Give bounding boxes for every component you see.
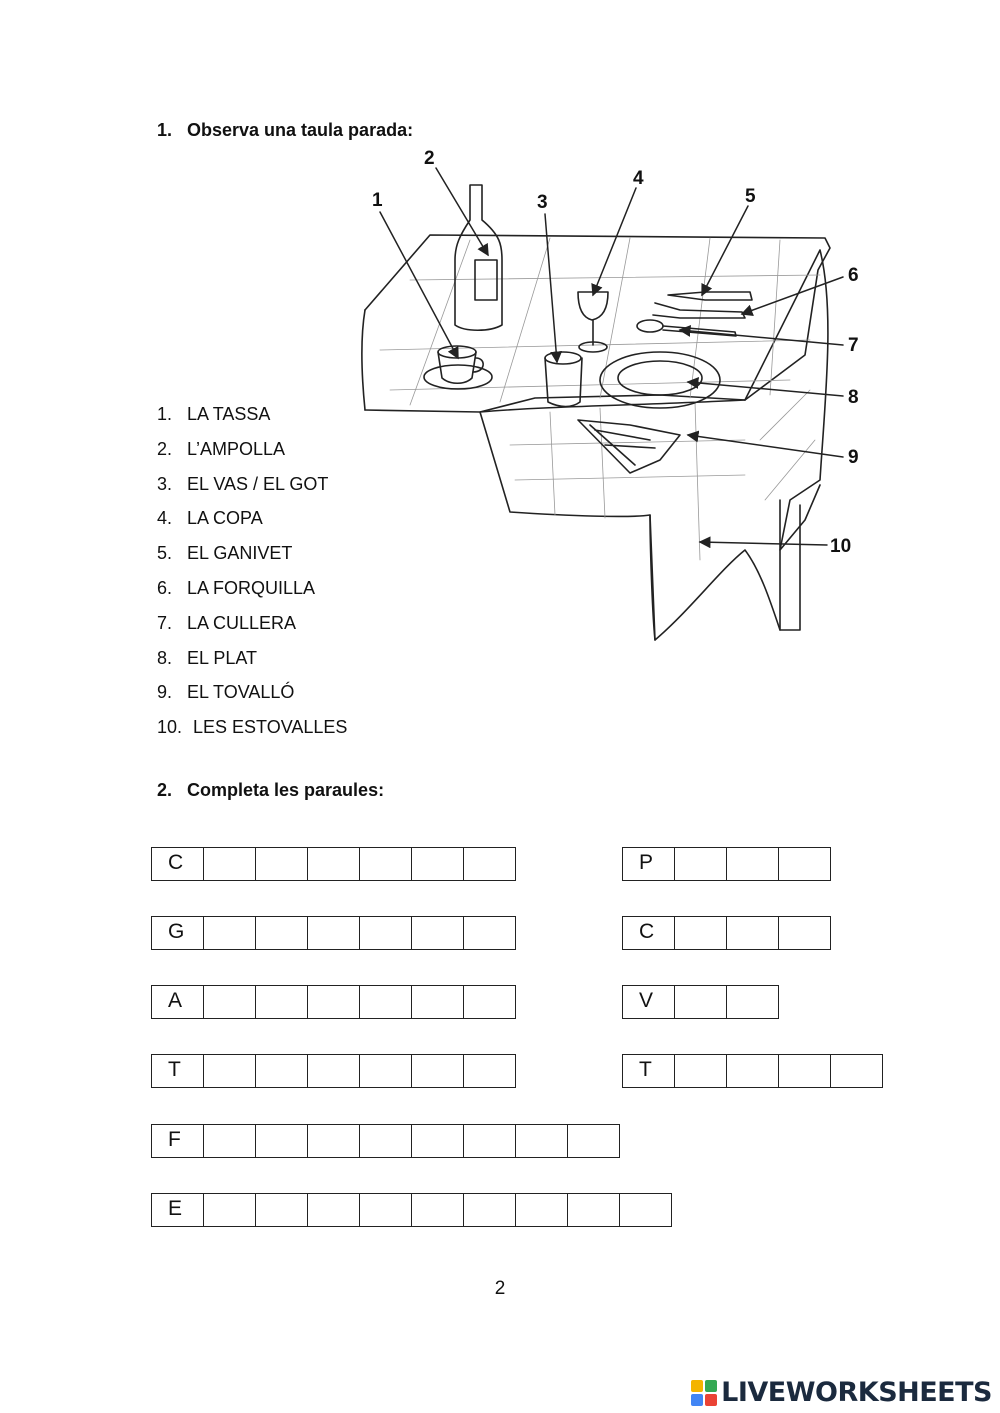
letter-input-cell[interactable] (674, 1054, 727, 1088)
given-letter-cell: C (622, 916, 675, 950)
letter-input-cell[interactable] (411, 1054, 464, 1088)
letter-input-cell[interactable] (203, 847, 256, 881)
vocab-word: LA COPA (187, 508, 263, 529)
vocab-word: EL PLAT (187, 647, 258, 668)
vocab-item (157, 501, 347, 536)
section-2-title: Completa les paraules: (187, 780, 385, 800)
letter-input-cell[interactable] (567, 1124, 620, 1158)
letter-input-cell[interactable] (203, 1054, 256, 1088)
given-letter-cell: P (622, 847, 675, 881)
given-letter-cell: V (622, 985, 675, 1019)
word-row (151, 1124, 620, 1158)
letter-input-cell[interactable] (203, 1124, 256, 1158)
vocabulary-list (157, 397, 347, 745)
vocab-word: LES ESTOVALLES (193, 717, 348, 738)
vocab-item (157, 641, 347, 676)
vocab-item (157, 571, 347, 606)
letter-input-cell[interactable] (411, 1124, 464, 1158)
vocab-item (157, 710, 347, 745)
letter-input-cell[interactable] (255, 1124, 308, 1158)
letter-input-cell[interactable] (307, 985, 360, 1019)
brand-name: LIVEWORKSHEETS (721, 1377, 992, 1408)
letter-input-cell[interactable] (203, 1193, 256, 1227)
vocab-number: 10. (157, 717, 183, 738)
word-row (151, 985, 516, 1019)
letter-input-cell[interactable] (463, 1193, 516, 1227)
letter-input-cell[interactable] (307, 1193, 360, 1227)
callout-number: 6 (848, 265, 859, 286)
callout-number: 5 (745, 186, 756, 207)
vocab-word: EL GANIVET (187, 543, 293, 564)
logo-square (691, 1380, 703, 1392)
word-row (622, 916, 831, 950)
letter-input-cell[interactable] (255, 985, 308, 1019)
letter-input-cell[interactable] (463, 916, 516, 950)
bottle-label-drawing (475, 260, 497, 300)
letter-input-cell[interactable] (463, 1124, 516, 1158)
vocab-number: 9. (157, 682, 173, 703)
letter-input-cell[interactable] (778, 1054, 831, 1088)
letter-input-cell[interactable] (674, 985, 727, 1019)
callout-number: 10 (830, 536, 852, 557)
callout-number: 3 (537, 192, 548, 213)
given-letter-cell: G (151, 916, 204, 950)
letter-input-cell[interactable] (307, 847, 360, 881)
letter-input-cell[interactable] (255, 1054, 308, 1088)
word-row (622, 1054, 883, 1088)
letter-input-cell[interactable] (463, 1054, 516, 1088)
vocab-item (157, 432, 347, 467)
given-letter-cell: F (151, 1124, 204, 1158)
logo-square (705, 1394, 717, 1406)
letter-input-cell[interactable] (674, 916, 727, 950)
glass-drawing (545, 358, 582, 407)
callout-number: 7 (848, 335, 859, 356)
callout-number: 8 (848, 387, 859, 408)
vocab-word: LA CULLERA (187, 612, 297, 633)
letter-input-cell[interactable] (359, 847, 412, 881)
letter-input-cell[interactable] (515, 1193, 568, 1227)
letter-input-cell[interactable] (726, 985, 779, 1019)
vocab-word: L’AMPOLLA (187, 438, 286, 459)
letter-input-cell[interactable] (255, 847, 308, 881)
table-setting-illustration (350, 140, 870, 650)
callout-number: 9 (848, 447, 859, 468)
letter-input-cell[interactable] (463, 847, 516, 881)
bottle-drawing (455, 185, 502, 330)
vocab-item (157, 675, 347, 710)
word-row (622, 985, 779, 1019)
wine-glass-drawing (578, 292, 608, 320)
callout-number: 4 (633, 168, 644, 189)
section-2-heading (157, 781, 384, 799)
letter-input-cell[interactable] (411, 847, 464, 881)
given-letter-cell: E (151, 1193, 204, 1227)
letter-input-cell[interactable] (726, 1054, 779, 1088)
letter-input-cell[interactable] (726, 847, 779, 881)
vocab-number: 2. (157, 438, 173, 459)
logo-square (691, 1394, 703, 1406)
letter-input-cell[interactable] (203, 985, 256, 1019)
section-1-number: 1. (157, 120, 173, 140)
letter-input-cell[interactable] (307, 1124, 360, 1158)
letter-input-cell[interactable] (463, 985, 516, 1019)
letter-input-cell[interactable] (203, 916, 256, 950)
callout-arrows (380, 168, 843, 545)
letter-input-cell[interactable] (255, 916, 308, 950)
word-row (151, 1193, 672, 1227)
letter-input-cell[interactable] (515, 1124, 568, 1158)
letter-input-cell[interactable] (255, 1193, 308, 1227)
vocab-number: 3. (157, 473, 173, 494)
callout-number: 1 (372, 190, 383, 211)
vocab-item (157, 397, 347, 432)
letter-input-cell[interactable] (359, 1193, 412, 1227)
letter-input-cell[interactable] (726, 916, 779, 950)
letter-input-cell[interactable] (359, 916, 412, 950)
word-row (151, 847, 516, 881)
vocab-item (157, 536, 347, 571)
word-row (622, 847, 831, 881)
logo-square (705, 1380, 717, 1392)
letter-input-cell[interactable] (307, 1054, 360, 1088)
letter-input-cell[interactable] (567, 1193, 620, 1227)
vocab-number: 6. (157, 577, 173, 598)
vocab-number: 8. (157, 647, 173, 668)
given-letter-cell: T (622, 1054, 675, 1088)
vocab-word: EL TOVALLÓ (187, 682, 295, 703)
spoon-drawing (637, 320, 663, 332)
vocab-number: 1. (157, 404, 173, 424)
letter-input-cell[interactable] (359, 1124, 412, 1158)
letter-input-cell[interactable] (359, 985, 412, 1019)
vocab-number: 7. (157, 612, 173, 633)
letter-input-cell[interactable] (619, 1193, 672, 1227)
page-number: 2 (494, 1278, 506, 1299)
callout-number: 2 (424, 148, 435, 169)
word-row (151, 1054, 516, 1088)
given-letter-cell: T (151, 1054, 204, 1088)
letter-input-cell[interactable] (411, 985, 464, 1019)
section-2-number: 2. (157, 780, 173, 800)
letter-input-cell[interactable] (307, 916, 360, 950)
liveworksheets-logo-icon (691, 1380, 717, 1406)
vocab-word: LA TASSA (187, 404, 271, 424)
liveworksheets-brand[interactable] (691, 1377, 992, 1408)
vocab-item (157, 467, 347, 502)
letter-input-cell[interactable] (674, 847, 727, 881)
letter-input-cell[interactable] (778, 916, 831, 950)
given-letter-cell: C (151, 847, 204, 881)
section-1-title: Observa una taula parada: (187, 120, 414, 140)
knife-drawing (668, 292, 752, 300)
vocab-number: 4. (157, 508, 173, 529)
letter-input-cell[interactable] (411, 1193, 464, 1227)
vocab-word: EL VAS / EL GOT (187, 473, 329, 494)
vocab-item (157, 606, 347, 641)
word-row (151, 916, 516, 950)
given-letter-cell: A (151, 985, 204, 1019)
letter-input-cell[interactable] (359, 1054, 412, 1088)
vocab-word: LA FORQUILLA (187, 577, 316, 598)
letter-input-cell[interactable] (830, 1054, 883, 1088)
section-1-heading (157, 121, 413, 139)
letter-input-cell[interactable] (411, 916, 464, 950)
letter-input-cell[interactable] (778, 847, 831, 881)
fork-drawing (653, 303, 745, 318)
vocab-number: 5. (157, 543, 173, 564)
